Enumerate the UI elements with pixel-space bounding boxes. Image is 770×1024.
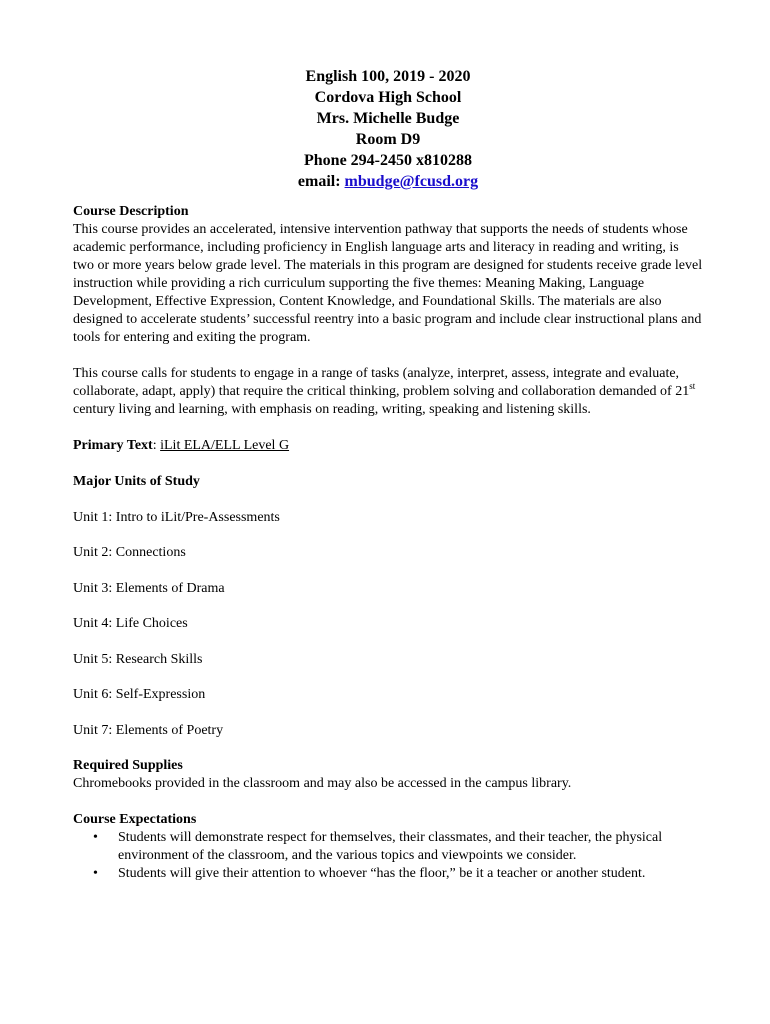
course-description-paragraph-1: This course provides an accelerated, intensive intervention pathway that supports the needs of students whose academic performance, including proficiency in English language arts and literacy in reading and writing, is two or more years below grade level. The materials in this program are designed for students receive grade level instruction while providing a rich curriculum supporting the five themes: Meaning Making, Language Development, Effective Expression, Content Knowledge, and Foundational Skills. The materials are also designed to accelerate students’ successful reentry into a basic program and include clear instructional plans and tools for entering and exiting the program. <box>73 222 703 345</box>
major-units-section <box>73 473 703 740</box>
major-units-title: Major Units of Study <box>73 474 200 489</box>
school-name: Cordova High School <box>314 89 462 106</box>
required-supplies-title: Required Supplies <box>73 758 183 773</box>
required-supplies-text: Chromebooks provided in the classroom and may also be accessed in the campus library. <box>73 776 572 791</box>
course-description-section <box>73 203 703 347</box>
document-header <box>73 66 703 192</box>
list-item <box>73 865 703 883</box>
ordinal-superscript: st <box>689 381 696 391</box>
required-supplies-section <box>73 757 703 793</box>
paragraph-2-start: This course calls for students to engage in a range of tasks (analyze, interpret, assess, integrate and evaluate, collaborate, adapt, apply) that require the critical thinking, problem solving and collaboration demanded of 21 <box>73 366 690 399</box>
email-line <box>73 171 703 192</box>
primary-text-label: Primary Text <box>73 438 153 453</box>
course-description-paragraph-2 <box>73 365 703 419</box>
expectation-text: Students will give their attention to whoever “has the floor,” be it a teacher or another student. <box>118 866 646 881</box>
primary-text-separator: : <box>152 438 161 453</box>
unit-item: Unit 5: Research Skills <box>73 651 203 667</box>
primary-text-section <box>73 437 703 455</box>
course-expectations-section <box>73 811 703 883</box>
bullet-icon: • <box>93 866 98 881</box>
unit-item: Unit 3: Elements of Drama <box>73 580 225 596</box>
teacher-name: Mrs. Michelle Budge <box>316 110 460 127</box>
expectations-list <box>73 829 703 883</box>
unit-item: Unit 2: Connections <box>73 545 186 560</box>
course-title: English 100, 2019 - 2020 <box>305 68 471 85</box>
paragraph-2-end: century living and learning, with emphasis on reading, writing, speaking and listening skills. <box>73 402 591 417</box>
list-item <box>73 829 703 865</box>
unit-item: Unit 1: Intro to iLit/Pre-Assessments <box>73 509 280 525</box>
expectation-text: Students will demonstrate respect for themselves, their classmates, and their teacher, the physical environment of the classroom, and the various topics and viewpoints we consider. <box>118 830 663 863</box>
phone-number: Phone 294-2450 x810288 <box>304 152 472 169</box>
document-page <box>73 66 703 883</box>
unit-item: Unit 4: Life Choices <box>73 616 188 631</box>
course-expectations-title: Course Expectations <box>73 812 197 827</box>
unit-item: Unit 6: Self-Expression <box>73 687 206 702</box>
email-label: email: <box>297 173 345 190</box>
room-number: Room D9 <box>355 131 421 148</box>
bullet-icon: • <box>93 830 98 845</box>
email-link[interactable]: mbudge@fcusd.org <box>344 173 479 190</box>
course-description-title: Course Description <box>73 204 189 219</box>
unit-item: Unit 7: Elements of Poetry <box>73 722 224 738</box>
primary-text-value: iLit ELA/ELL Level G <box>160 438 290 453</box>
